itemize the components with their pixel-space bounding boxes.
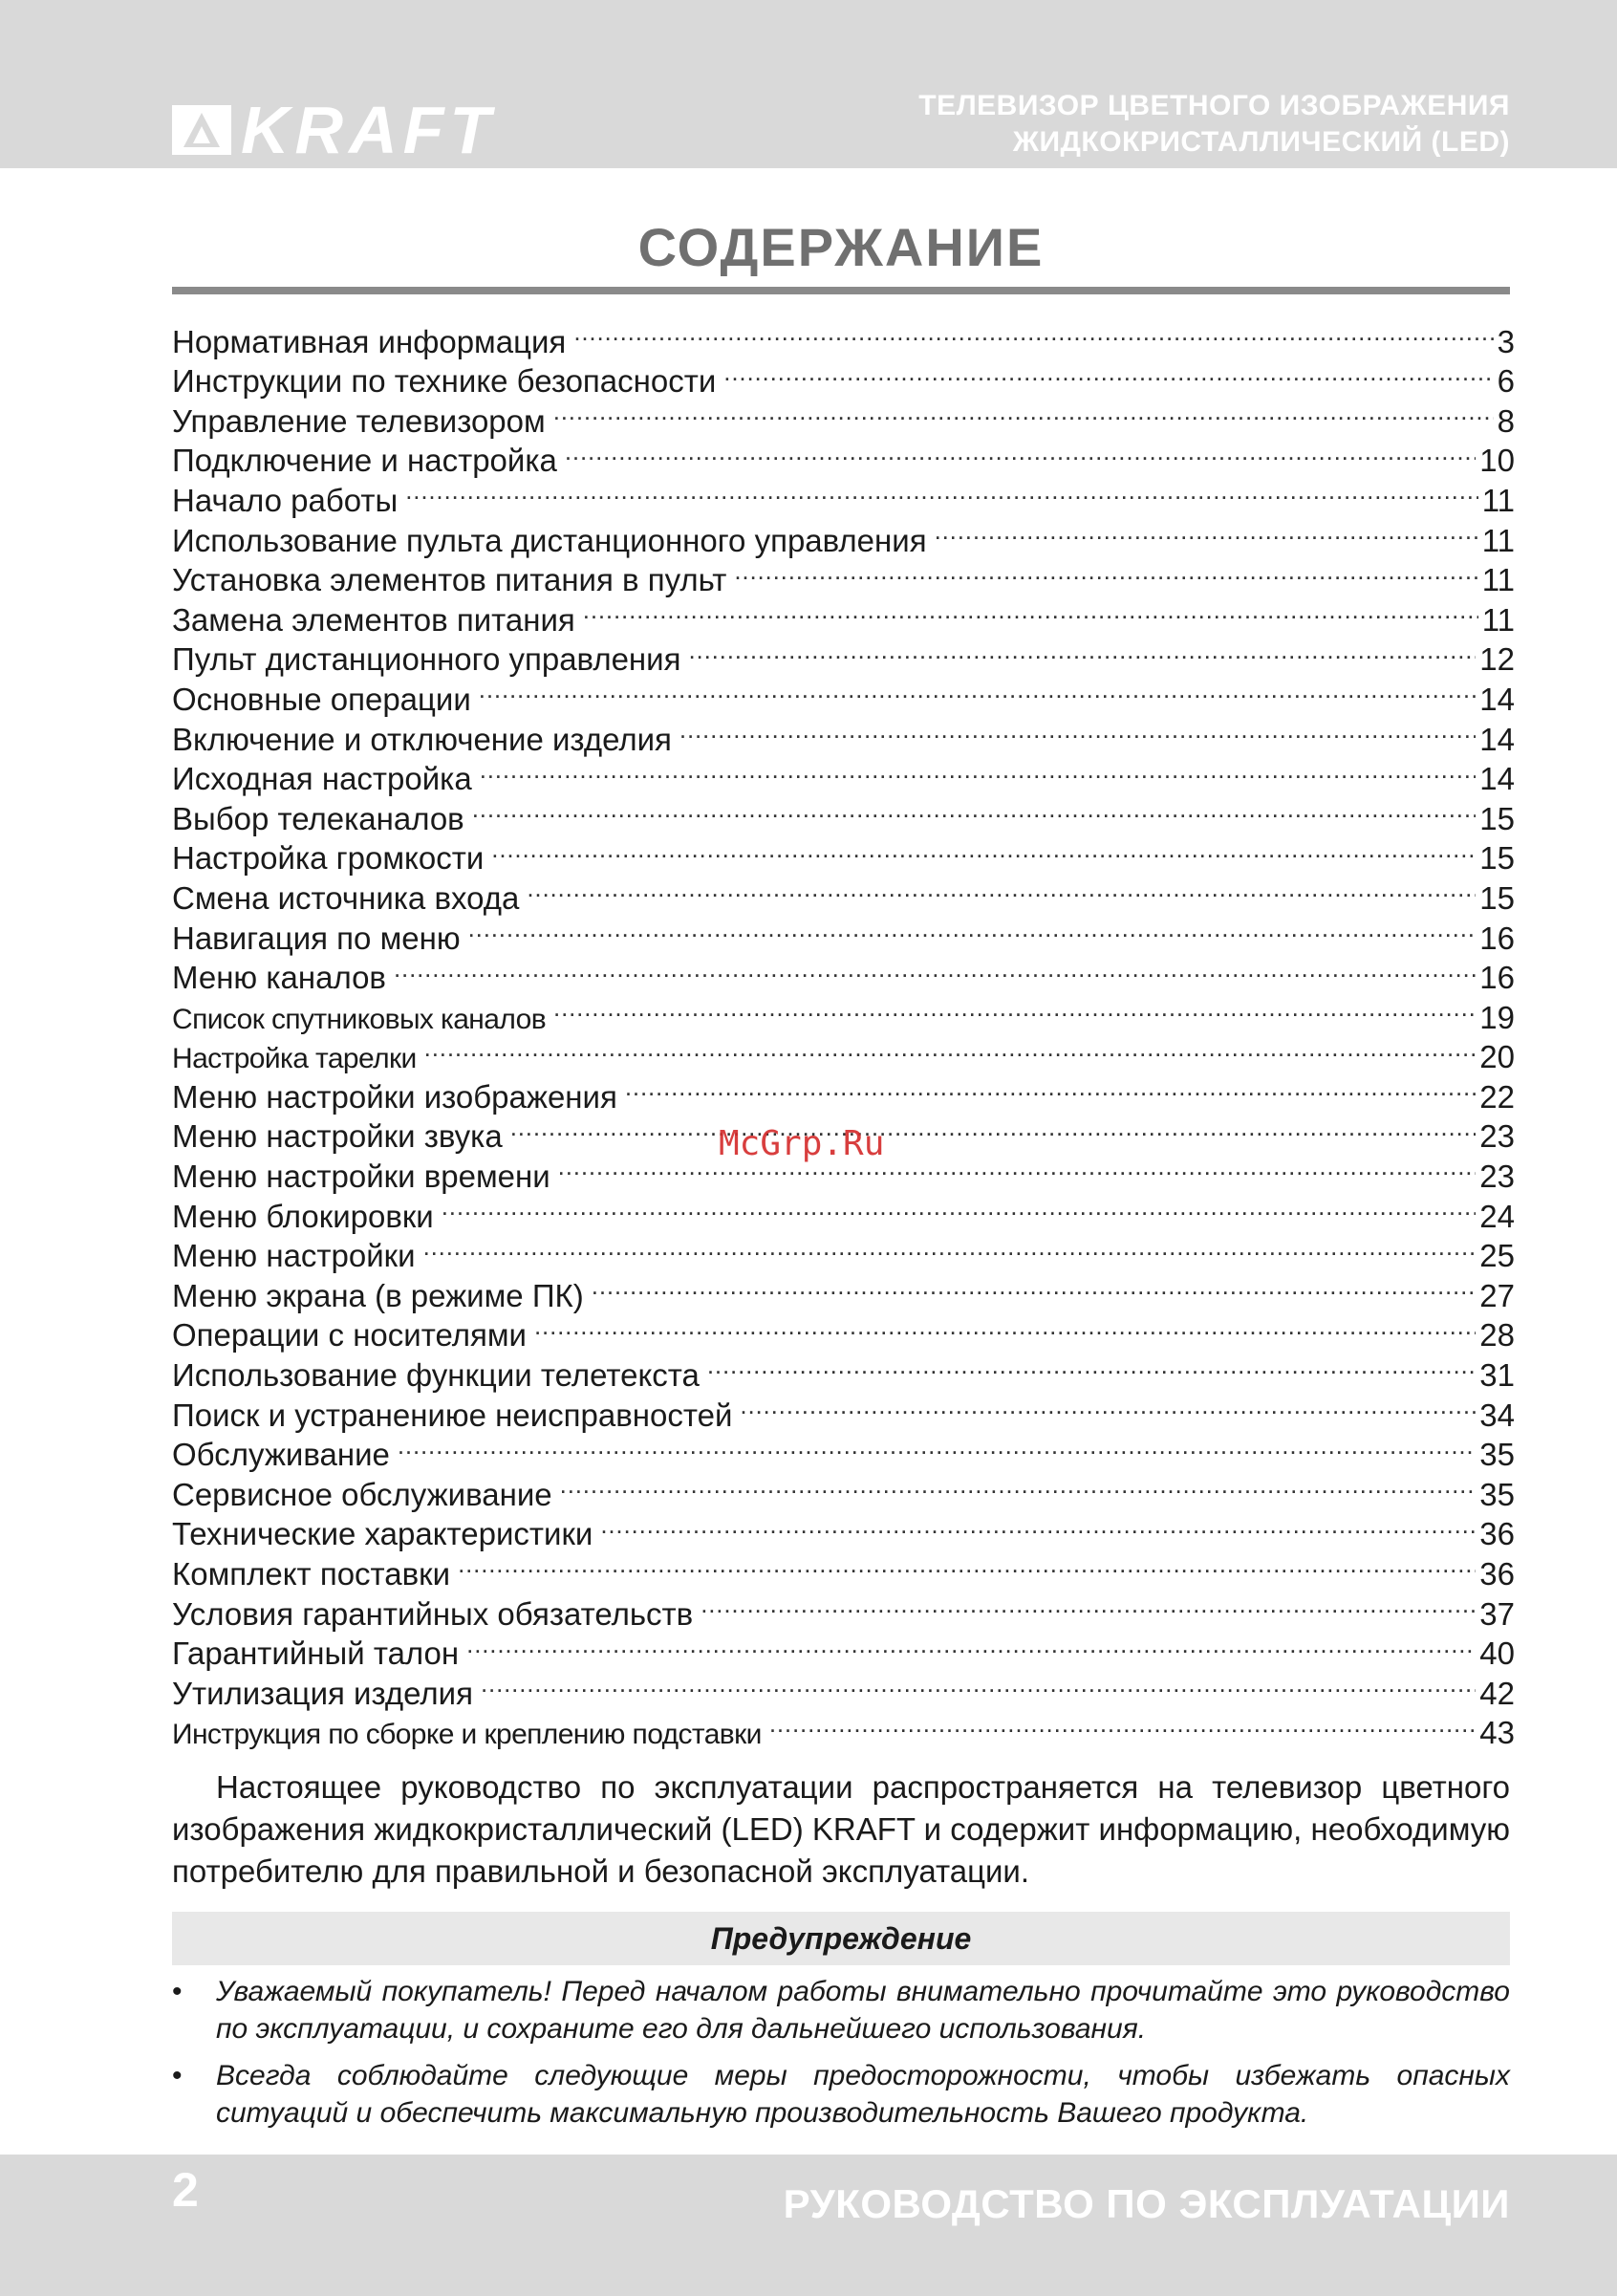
toc-dot-leader — [480, 750, 1477, 791]
toc-entry-title: Использование пульта дистанционного управления — [172, 522, 927, 558]
toc-dot-leader — [723, 353, 1493, 393]
toc-entry-page: 10 — [1479, 443, 1515, 479]
toc-entry-title: Меню настройки звука — [172, 1118, 503, 1155]
toc-entry-title: Навигация по меню — [172, 920, 461, 956]
toc-entry-title: Подключение и настройка — [172, 443, 557, 479]
toc-dot-leader — [560, 1465, 1477, 1505]
footer-title: РУКОВОДСТВО ПО ЭКСПЛУАТАЦИИ — [783, 2181, 1510, 2226]
toc-entry-title: Комплект поставки — [172, 1556, 451, 1592]
toc-entry-title: Утилизация изделия — [172, 1675, 473, 1711]
toc-entry-page: 12 — [1479, 641, 1515, 678]
intro-paragraph: Настоящее руководство по эксплуатации распространяется на телевизор цветного изображения жидкокристаллический (LED) KRAFT и содержит информацию, необходимую потребителю для правильной и безопасной эксплуатации. — [172, 1769, 1510, 1889]
warning-list — [172, 1973, 1510, 2141]
toc-entry-page: 14 — [1479, 761, 1515, 797]
toc-dot-leader — [394, 949, 1476, 989]
toc-entry-title: Обслуживание — [172, 1437, 390, 1473]
toc-entry-title: Смена источника входа — [172, 879, 520, 916]
toc-entry-page: 43 — [1479, 1715, 1515, 1751]
toc-entry-page: 24 — [1479, 1198, 1515, 1234]
toc-entry-page: 11 — [1481, 562, 1515, 598]
warning-item — [172, 2057, 1510, 2132]
toc-entry-title: Начало работы — [172, 482, 399, 518]
toc-entry-title: Гарантийный талон — [172, 1635, 460, 1672]
document-title — [918, 88, 1510, 161]
toc-dot-leader — [553, 988, 1476, 1029]
toc-dot-leader — [510, 1108, 1477, 1148]
toc-dot-leader — [472, 790, 1477, 830]
toc-entry-title: Использование функции телетекста — [172, 1357, 700, 1394]
toc-entry-title: Пульт дистанционного управления — [172, 641, 681, 678]
toc-dot-leader — [734, 552, 1477, 592]
toc-dot-leader — [600, 1505, 1476, 1546]
toc-entry-title: Настройка громкости — [172, 840, 485, 877]
toc-entry-page: 14 — [1479, 681, 1515, 717]
toc-dot-leader — [398, 1426, 1476, 1466]
toc-dot-leader — [769, 1704, 1476, 1744]
toc-entry-title: Меню настройки — [172, 1238, 416, 1274]
toc-entry-page: 3 — [1497, 323, 1515, 359]
toc-entry-title: Исходная настройка — [172, 761, 472, 797]
toc-entry-title: Настройка тарелки — [172, 1043, 417, 1075]
toc-entry-title: Инструкция по сборке и креплению подставки — [172, 1719, 762, 1751]
watermark: McGrp.Ru — [719, 1124, 885, 1163]
toc-dot-leader — [423, 1227, 1477, 1267]
toc-entry-title: Поиск и устранениюе неисправностей — [172, 1397, 733, 1433]
brand-logo — [172, 93, 497, 167]
kraft-logo-icon — [172, 105, 231, 155]
toc-entry-page: 6 — [1497, 363, 1515, 400]
bullet-icon: • — [172, 2060, 183, 2091]
toc-entry-page: 16 — [1479, 960, 1515, 996]
toc-dot-leader — [468, 909, 1477, 949]
toc-dot-leader — [935, 511, 1478, 552]
toc-entry[interactable] — [172, 313, 1515, 359]
toc-entry-title: Замена элементов питания — [172, 601, 575, 638]
toc-entry-page: 19 — [1479, 999, 1515, 1035]
toc-entry-title: Список спутниковых каналов — [172, 1003, 547, 1035]
toc-entry-page: 14 — [1479, 721, 1515, 757]
toc-entry-title: Сервисное обслуживание — [172, 1476, 552, 1512]
toc-dot-leader — [479, 670, 1476, 710]
toc-entry-page: 11 — [1481, 522, 1515, 558]
toc-dot-leader — [405, 471, 1478, 511]
toc-dot-leader — [553, 392, 1494, 432]
toc-entry-page: 42 — [1479, 1675, 1515, 1711]
toc-entry-page: 15 — [1479, 840, 1515, 877]
toc-entry-page: 27 — [1479, 1277, 1515, 1313]
warning-item — [172, 1973, 1510, 2047]
toc-entry-page: 16 — [1479, 920, 1515, 956]
toc-entry-page: 36 — [1479, 1556, 1515, 1592]
table-of-contents — [172, 313, 1515, 1751]
toc-entry-page: 11 — [1481, 482, 1515, 518]
toc-entry-page: 8 — [1497, 402, 1515, 439]
toc-entry-page: 35 — [1479, 1437, 1515, 1473]
warning-item-text: Уважаемый покупатель! Перед началом работы внимательно прочитайте это руководство по эксплуатации, и сохраните его для дальнейшего использования. — [216, 1976, 1510, 2045]
toc-entry-page: 35 — [1479, 1476, 1515, 1512]
toc-entry-page: 40 — [1479, 1635, 1515, 1672]
toc-dot-leader — [527, 869, 1476, 909]
toc-entry-title: Операции с носителями — [172, 1317, 527, 1354]
toc-entry-title: Меню блокировки — [172, 1198, 434, 1234]
toc-entry-page: 11 — [1481, 601, 1515, 638]
toc-entry-page: 23 — [1479, 1159, 1515, 1195]
toc-dot-leader — [688, 631, 1476, 671]
warning-item-text: Всегда соблюдайте следующие меры предосторожности, чтобы избежать опасных ситуаций и обеспечить максимальную производительность Вашего продукта. — [216, 2060, 1510, 2129]
toc-dot-leader — [491, 830, 1476, 870]
toc-entry-page: 37 — [1479, 1595, 1515, 1632]
toc-dot-leader — [583, 591, 1478, 631]
toc-entry-page: 28 — [1479, 1317, 1515, 1354]
toc-entry-page: 25 — [1479, 1238, 1515, 1274]
toc-entry-title: Меню каналов — [172, 960, 386, 996]
document-title-line-1: ТЕЛЕВИЗОР ЦВЕТНОГО ИЗОБРАЖЕНИЯ — [918, 90, 1510, 121]
toc-dot-leader — [424, 1029, 1477, 1069]
toc-entry-title: Инструкции по технике безопасности — [172, 363, 717, 400]
page-title: СОДЕРЖАНИЕ — [637, 217, 1045, 277]
toc-entry-page: 31 — [1479, 1357, 1515, 1394]
toc-dot-leader — [442, 1187, 1477, 1227]
toc-entry-page: 36 — [1479, 1516, 1515, 1552]
page-number: 2 — [172, 2163, 199, 2217]
toc-dot-leader — [534, 1307, 1476, 1347]
toc-dot-leader — [458, 1545, 1476, 1585]
toc-entry-title: Условия гарантийных обязательств — [172, 1595, 694, 1632]
toc-dot-leader — [558, 1147, 1477, 1187]
bullet-icon: • — [172, 1976, 183, 2007]
toc-entry-title: Нормативная информация — [172, 323, 567, 359]
toc-dot-leader — [592, 1267, 1477, 1307]
toc-dot-leader — [679, 710, 1476, 750]
toc-dot-leader — [707, 1346, 1476, 1386]
brand-name: KRAFT — [241, 93, 497, 167]
toc-entry-title: Выбор телеканалов — [172, 800, 464, 836]
toc-entry-page: 23 — [1479, 1118, 1515, 1155]
heading-divider — [172, 287, 1510, 294]
toc-entry-page: 15 — [1479, 800, 1515, 836]
toc-entry-title: Установка элементов питания в пульт — [172, 562, 727, 598]
toc-entry-page: 15 — [1479, 879, 1515, 916]
toc-dot-leader — [481, 1664, 1476, 1704]
toc-dot-leader — [573, 313, 1493, 353]
toc-entry-title: Управление телевизором — [172, 402, 546, 439]
toc-entry-title: Включение и отключение изделия — [172, 721, 672, 757]
toc-dot-leader — [565, 432, 1476, 472]
toc-entry-title: Основные операции — [172, 681, 471, 717]
toc-entry-title: Меню настройки изображения — [172, 1078, 617, 1115]
toc-dot-leader — [701, 1585, 1476, 1625]
toc-dot-leader — [466, 1625, 1476, 1665]
toc-dot-leader — [740, 1386, 1476, 1426]
toc-entry-page: 20 — [1479, 1039, 1515, 1075]
toc-dot-leader — [625, 1068, 1476, 1108]
toc-entry-title: Технические характеристики — [172, 1516, 593, 1552]
toc-entry-page: 34 — [1479, 1397, 1515, 1433]
toc-entry-title: Меню экрана (в режиме ПК) — [172, 1277, 584, 1313]
document-title-line-2: ЖИДКОКРИСТАЛЛИЧЕСКИЙ (LED) — [1012, 126, 1510, 158]
toc-entry-page: 22 — [1479, 1078, 1515, 1115]
toc-entry-title: Меню настройки времени — [172, 1159, 550, 1195]
warning-title: Предупреждение — [172, 1912, 1510, 1965]
